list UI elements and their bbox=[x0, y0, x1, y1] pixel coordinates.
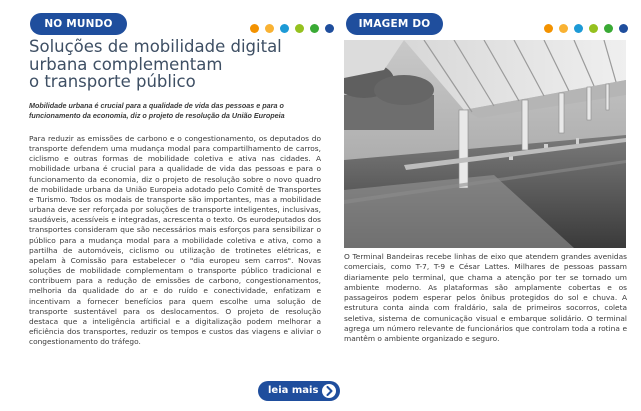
dot-icon bbox=[604, 24, 613, 33]
dot-icon bbox=[574, 24, 583, 33]
section-label-no-mundo bbox=[30, 13, 127, 35]
section-label-text: IMAGEM DO bbox=[358, 18, 431, 30]
terminal-illustration bbox=[344, 40, 626, 248]
section-label-imagem-do-dia bbox=[346, 13, 443, 35]
section-label-text: NO MUNDO bbox=[44, 18, 113, 30]
dot-icon bbox=[544, 24, 553, 33]
color-dots bbox=[250, 24, 334, 33]
dot-icon bbox=[250, 24, 259, 33]
dot-icon bbox=[325, 24, 334, 33]
title-line: o transporte público bbox=[29, 72, 196, 91]
dot-icon bbox=[280, 24, 289, 33]
image-of-day-column bbox=[342, 0, 628, 411]
dot-icon bbox=[310, 24, 319, 33]
article-title bbox=[29, 38, 319, 91]
title-line: urbana complementam bbox=[29, 54, 223, 74]
article-body: Para reduzir as emissões de carbono e o congestionamento, os deputados do transporte defendem uma mudança modal para compartilhamento de carros, ciclismo e outras formas de mobilidade coletiva e ativa nas cidades. A mobilidade urbana é crucial para a qualidade de vida das pessoas e para o funcionamento da economia, diz o projeto de resolução sobre o novo quadro de mobilidade urbana da União Europeia adotado pelo Comitê de Transportes e Turismo. Todos os modais de transporte são importantes, mas a mobilidade urbana deve ser reforçada por soluções de transporte inteligentes, inclusivas, saudáveis, acessíveis e integradas, acrescenta o texto. Os eurodeputados dos transportes consideram que são necessários mais esforços para sensibilizar o público para a mudança modal para a mobilidade coletiva e ativa, como a partilha de automóveis, ciclismo ou utilização de trotinetes elétricas, e apelam à Comissão para estabelecer o "dia europeu sem carros". Novas soluções de mobilidade complementam o transporte público tradicional e contribuem para a redução de emissões de carbono, congestionamentos, melhoria da qualidade do ar e do ruído e conectividade, enfatizam e incentivam a fornecer benefícios para quem escolhe uma solução de transporte sustentável para os deslocamentos. O projeto de resolução destaca que a inteligência artificial e a digitalização podem melhorar a eficiência dos transportes, reduzir os tempos e custos das viagens e aliviar o congestionamento do tráfego. bbox=[29, 134, 321, 347]
read-more-button[interactable] bbox=[258, 381, 340, 401]
dot-icon bbox=[619, 24, 628, 33]
photo-caption: O Terminal Bandeiras recebe linhas de eixo que atendem grandes avenidas comerciais, como T-7, T-9 e César Lattes. Milhares de pessoas passam diariamente pelo terminal, que chama a atenção por ter se tornado um ambiente moderno. As plataformas são amplamente cobertas e os passageiros podem esperar pelos ônibus protegidos do sol e chuva. A estrutura conta ainda com fraldário, sala de primeiros socorros, coleta seletiva, sistema de comunicação visual e embarque solidário. O terminal agrega um número relevante de funcionários que controlam toda a rotina e mantêm o ambiente organizado e seguro. bbox=[344, 252, 627, 343]
color-dots bbox=[544, 24, 628, 33]
title-line: Soluções de mobilidade digital bbox=[29, 37, 282, 56]
bus-terminal-photo bbox=[344, 40, 626, 248]
news-column bbox=[28, 0, 324, 411]
article-subtitle: Mobilidade urbana é crucial para a qualidade de vida das pessoas e para o funcionamento da economia, diz o projeto de resolução da União Europeia bbox=[29, 101, 285, 120]
dot-icon bbox=[265, 24, 274, 33]
dot-icon bbox=[559, 24, 568, 33]
dot-icon bbox=[295, 24, 304, 33]
read-more-label: leia mais bbox=[268, 385, 319, 396]
dot-icon bbox=[589, 24, 598, 33]
chevron-right-icon bbox=[322, 384, 336, 398]
